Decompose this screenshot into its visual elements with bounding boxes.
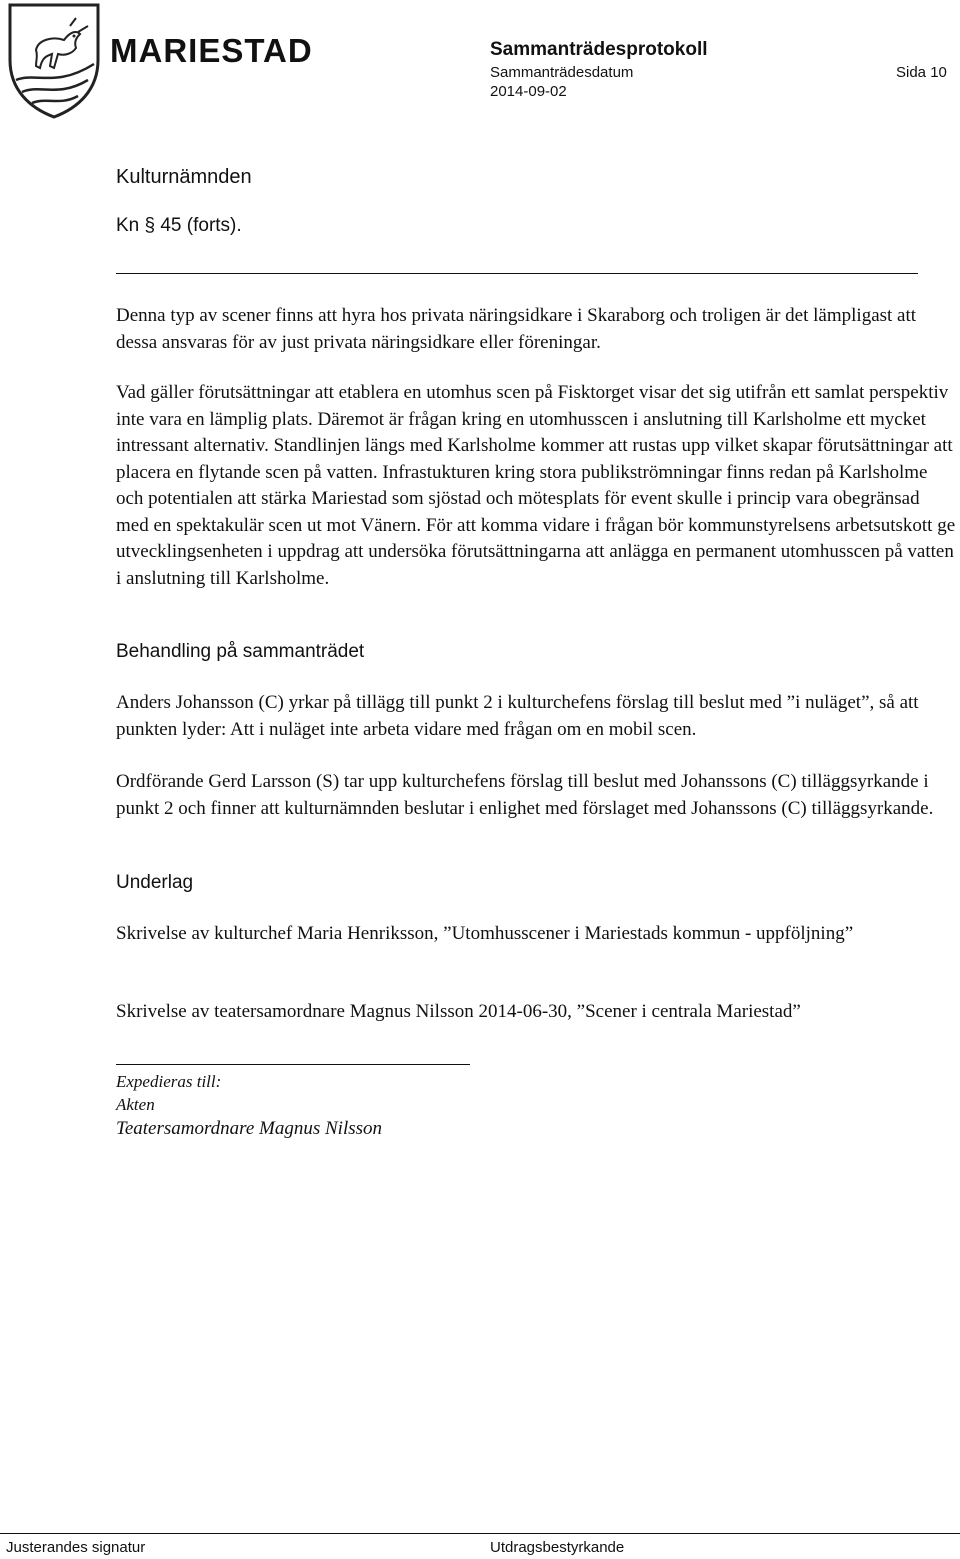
page-number: Sida 10 [896, 64, 947, 81]
footer-divider [0, 1533, 960, 1534]
meeting-date-label: Sammanträdesdatum [490, 64, 634, 81]
committee-name: Kulturnämnden [116, 166, 252, 188]
distribution-recipient: Teatersamordnare Magnus Nilsson [116, 1118, 383, 1139]
distribution-recipient: Akten [116, 1095, 155, 1114]
heading-treatment: Behandling på sammanträdet [116, 641, 365, 662]
basis-item-1: Skrivelse av kulturchef Maria Henriksson, ”Utomhusscener i Mariestads kommun - uppföljning” [116, 923, 854, 944]
body-paragraph-4: Ordförande Gerd Larsson (S) tar upp kulturchefens förslag till beslut med Johanssons (C) tilläggsyrkande i punkt 2 och finner att kulturnämnden beslutar i enlighet med förslaget med Johanssons (C) tilläggsyrkande. [116, 771, 934, 819]
distribution-divider [116, 1064, 470, 1065]
body-paragraph-1: Denna typ av scener finns att hyra hos privata näringsidkare i Skaraborg och troligen är det lämpligast att dessa ansvaras för av just privata näringsidkare eller föreningar. [116, 305, 917, 353]
body-paragraph-2: Vad gäller förutsättningar att etablera en utomhus scen på Fisktorget visar det sig utifrån ett samlat perspektiv inte vara en lämplig plats. Däremot är frågan kring en utomhusscen i anslutning till Karlsholme ett mycket intressant alternativ. Standlinjen längs med Karlsholme kommer att rustas upp vilket skapar förutsättningar att placera en flytande scen på vatten. Infrastukturen kring stora publikströmningar finns redan på Karlsholme och potentialen att stärka Mariestad som sjöstad och mötesplats för event skulle i princip vara obegränsad med en spektakulär scen ut mot Vänern. För att komma vidare i frågan bör kommunstyrelsens arbetsutskott ge utvecklingsenheten i uppdrag att undersöka förutsättningarna att anlägga en permanent utomhusscen på vatten i anslutning till Karlsholme. [116, 382, 956, 589]
footer-certification-label: Utdragsbestyrkande [490, 1539, 625, 1556]
protocol-title: Sammanträdesprotokoll [490, 39, 708, 60]
mariestad-coat-of-arms-logo [6, 2, 102, 120]
body-paragraph-3: Anders Johansson (C) yrkar på tillägg till punkt 2 i kulturchefens förslag till beslut med ”i nuläget”, så att punkten lyder: Att i nuläget inte arbeta vidare med frågan om en mobil scen. [116, 692, 919, 740]
section-divider [116, 273, 918, 274]
footer-signature-label: Justerandes signatur [6, 1539, 146, 1556]
meeting-date: 2014-09-02 [490, 83, 567, 100]
heading-basis: Underlag [116, 872, 194, 893]
distribution-heading: Expedieras till: [116, 1072, 222, 1091]
brand-wordmark: MARIESTAD [110, 32, 313, 69]
paragraph-reference: Kn § 45 (forts). [116, 215, 242, 236]
basis-item-2: Skrivelse av teatersamordnare Magnus Nilsson 2014-06-30, ”Scener i centrala Mariestad” [116, 1001, 801, 1022]
